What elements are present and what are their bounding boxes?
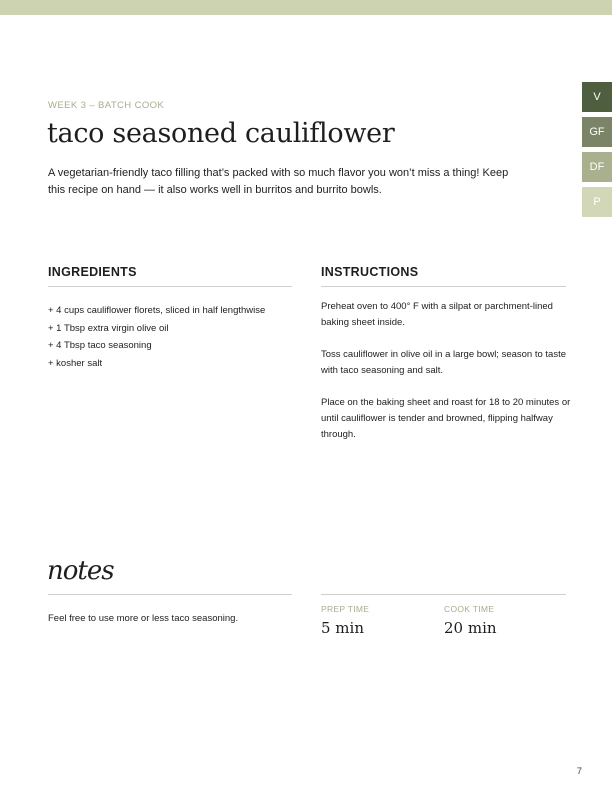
diet-tab-dairy-free: DF xyxy=(582,152,612,182)
diet-tabs xyxy=(582,82,612,222)
diet-tab-paleo: P xyxy=(582,187,612,217)
instruction-step: Toss cauliflower in olive oil in a large bowl; season to taste with taco seasoning and salt. xyxy=(321,349,567,376)
notes-text: Feel free to use more or less taco seasoning. xyxy=(48,613,239,624)
instructions-steps xyxy=(321,299,573,459)
prep-time-value: 5 min xyxy=(321,619,364,637)
diet-tab-vegetarian: V xyxy=(582,82,612,112)
diet-tab-gluten-free: GF xyxy=(582,117,612,147)
instruction-step: Place on the baking sheet and roast for 18 to 20 minutes or until cauliflower is tender and browned, flipping halfway through. xyxy=(321,397,571,440)
notes-heading: notes xyxy=(47,556,114,586)
ingredient-item: + 4 Tbsp taco seasoning xyxy=(48,340,152,351)
instructions-divider xyxy=(321,286,566,287)
notes-divider xyxy=(48,594,292,595)
recipe-intro: A vegetarian-friendly taco filling that’s packed with so much flavor you won’t miss a thing! Keep this recipe on hand — it also works well in burritos and burrito bowls. xyxy=(48,167,509,196)
cook-time-label: COOK TIME xyxy=(444,604,495,614)
timing-divider xyxy=(321,594,566,595)
week-eyebrow: WEEK 3 – BATCH COOK xyxy=(48,100,165,111)
ingredient-item: + 1 Tbsp extra virgin olive oil xyxy=(48,322,169,334)
ingredients-list xyxy=(48,302,265,372)
top-color-bar xyxy=(0,0,612,15)
page-number: 7 xyxy=(576,766,582,777)
ingredients-heading: INGREDIENTS xyxy=(48,265,137,279)
cook-time-value: 20 min xyxy=(444,619,497,637)
ingredient-item: + kosher salt xyxy=(48,357,103,369)
instruction-step: Preheat oven to 400° F with a silpat or parchment-lined baking sheet inside. xyxy=(321,301,553,328)
recipe-title: taco seasoned cauliflower xyxy=(47,118,395,149)
ingredients-divider xyxy=(48,286,292,287)
ingredient-item: + 4 cups cauliflower florets, sliced in half lengthwise xyxy=(48,305,266,316)
instructions-heading: INSTRUCTIONS xyxy=(321,265,419,279)
prep-time-label: PREP TIME xyxy=(321,604,370,614)
